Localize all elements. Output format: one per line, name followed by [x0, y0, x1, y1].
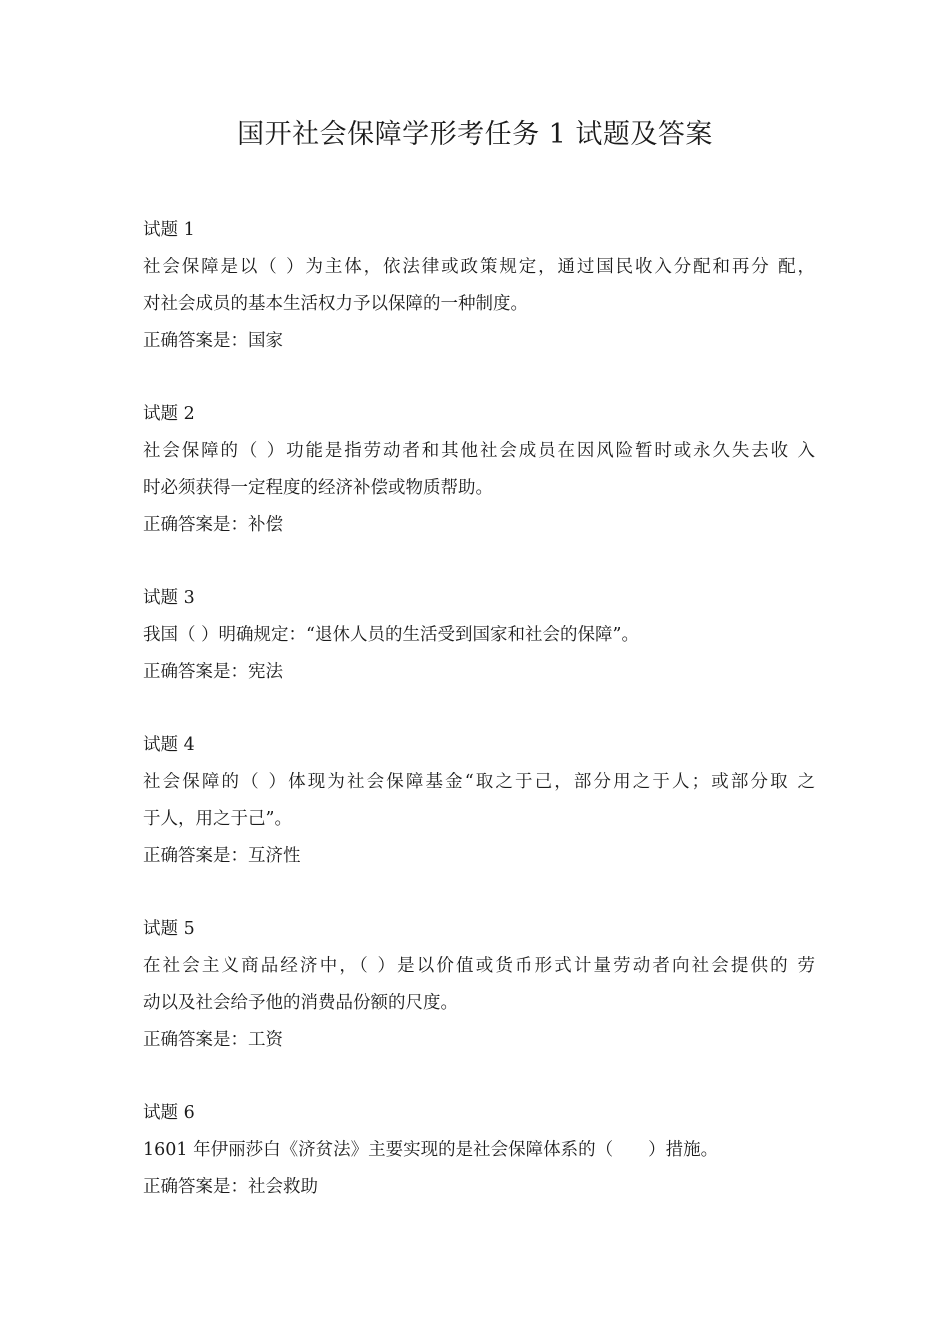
question-text-line: 社会保障的（ ）体现为社会保障基金“取之于己，部分用之于人；或部分取 之	[143, 772, 815, 792]
question-1	[143, 212, 815, 360]
answer-line: 正确答案是：宪法	[143, 662, 283, 682]
question-list	[143, 212, 815, 1242]
question-text-line: 对社会成员的基本生活权力予以保障的一种制度。	[143, 294, 528, 314]
question-number: 试题 2	[143, 404, 195, 424]
question-text-line: 1601 年伊丽莎白《济贫法》主要实现的是社会保障体系的（ ）措施。	[143, 1140, 719, 1160]
question-text-line: 时必须获得一定程度的经济补偿或物质帮助。	[143, 478, 493, 498]
answer-line: 正确答案是：工资	[143, 1030, 283, 1050]
question-4	[143, 727, 815, 875]
question-6	[143, 1095, 815, 1206]
question-text-line: 社会保障是以（ ）为主体，依法律或政策规定，通过国民收入分配和再分 配，	[143, 257, 815, 277]
question-number: 试题 1	[143, 220, 195, 240]
question-3	[143, 580, 815, 691]
question-5	[143, 911, 815, 1059]
question-2	[143, 396, 815, 544]
question-text-line: 在社会主义商品经济中，（ ）是以价值或货币形式计量劳动者向社会提供的 劳	[143, 956, 815, 976]
answer-line: 正确答案是：互济性	[143, 846, 301, 866]
question-number: 试题 5	[143, 919, 195, 939]
answer-line: 正确答案是：国家	[143, 331, 283, 351]
question-number: 试题 3	[143, 588, 195, 608]
answer-line: 正确答案是：社会救助	[143, 1177, 318, 1197]
question-text-line: 社会保障的（ ）功能是指劳动者和其他社会成员在因风险暂时或永久失去收 入	[143, 441, 815, 461]
question-number: 试题 6	[143, 1103, 195, 1123]
answer-line: 正确答案是：补偿	[143, 515, 283, 535]
question-text-line: 于人，用之于己”。	[143, 809, 292, 829]
document-title: 国开社会保障学形考任务 1 试题及答案	[237, 119, 713, 150]
question-text-line: 动以及社会给予他的消费品份额的尺度。	[143, 993, 458, 1013]
question-text-line: 我国（ ）明确规定：“退休人员的生活受到国家和社会的保障”。	[143, 625, 639, 645]
question-number: 试题 4	[143, 735, 195, 755]
